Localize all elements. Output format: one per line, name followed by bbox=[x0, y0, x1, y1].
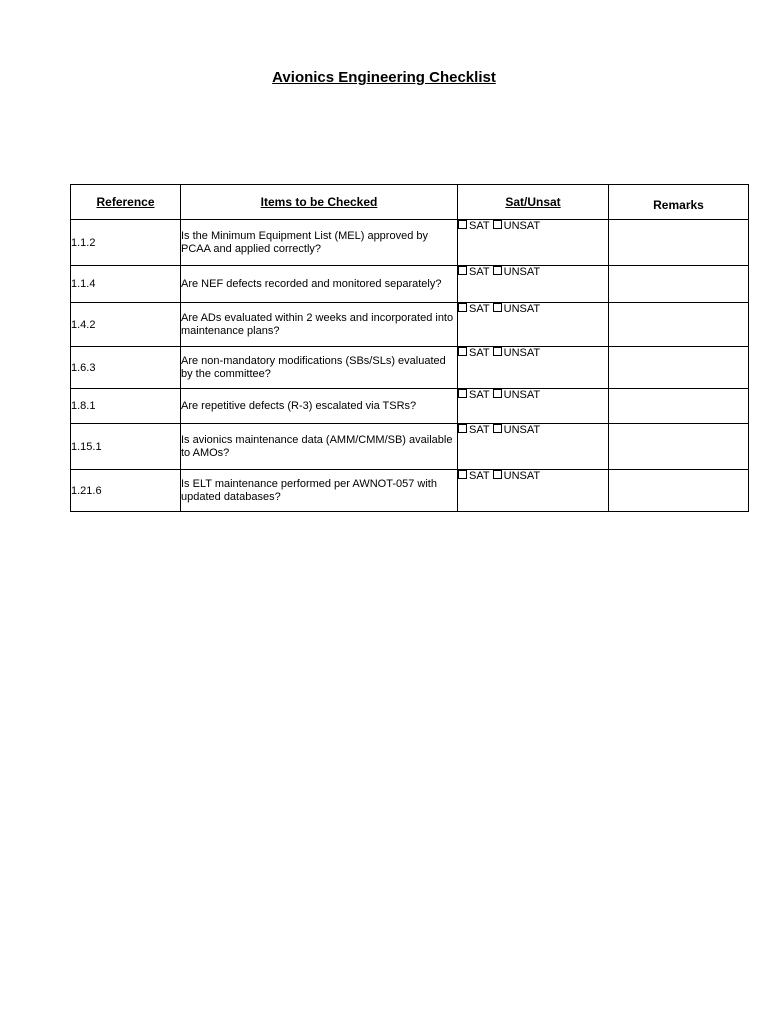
sat-unsat-cell bbox=[458, 303, 609, 347]
remarks-cell[interactable] bbox=[609, 389, 749, 424]
table-row bbox=[71, 266, 749, 303]
sat-checkbox[interactable] bbox=[458, 303, 467, 312]
sat-option[interactable] bbox=[458, 303, 490, 315]
sat-option[interactable] bbox=[458, 470, 490, 482]
sat-option[interactable] bbox=[458, 424, 490, 436]
reference-cell: 1.4.2 bbox=[71, 303, 181, 347]
sat-checkbox[interactable] bbox=[458, 470, 467, 479]
sat-label: SAT bbox=[469, 303, 490, 315]
header-remarks-label: Remarks bbox=[653, 198, 704, 212]
header-items: Items to be Checked bbox=[181, 185, 458, 220]
unsat-checkbox[interactable] bbox=[493, 266, 502, 275]
header-sat-unsat: Sat/Unsat bbox=[458, 185, 609, 220]
sat-checkbox[interactable] bbox=[458, 220, 467, 229]
sat-unsat-cell bbox=[458, 389, 609, 424]
remarks-cell[interactable] bbox=[609, 220, 749, 266]
unsat-option[interactable] bbox=[493, 266, 540, 278]
unsat-option[interactable] bbox=[493, 220, 540, 232]
table-row bbox=[71, 389, 749, 424]
unsat-label: UNSAT bbox=[503, 266, 541, 278]
table-row bbox=[71, 303, 749, 347]
checklist-table bbox=[70, 184, 749, 512]
item-cell: Are NEF defects recorded and monitored separately? bbox=[181, 266, 458, 303]
unsat-option[interactable] bbox=[493, 303, 540, 315]
remarks-cell[interactable] bbox=[609, 347, 749, 389]
item-cell: Is avionics maintenance data (AMM/CMM/SB) available to AMOs? bbox=[181, 424, 458, 470]
reference-cell: 1.21.6 bbox=[71, 470, 181, 512]
table-body bbox=[71, 220, 749, 512]
unsat-option[interactable] bbox=[493, 470, 540, 482]
table-row bbox=[71, 220, 749, 266]
sat-unsat-cell bbox=[458, 266, 609, 303]
reference-cell: 1.6.3 bbox=[71, 347, 181, 389]
unsat-checkbox[interactable] bbox=[493, 303, 502, 312]
unsat-option[interactable] bbox=[493, 424, 540, 436]
header-remarks bbox=[609, 185, 749, 220]
unsat-checkbox[interactable] bbox=[493, 389, 502, 398]
remarks-cell[interactable] bbox=[609, 303, 749, 347]
sat-label: SAT bbox=[469, 220, 490, 232]
table-row bbox=[71, 470, 749, 512]
sat-label: SAT bbox=[469, 470, 490, 482]
unsat-checkbox[interactable] bbox=[493, 347, 502, 356]
sat-label: SAT bbox=[469, 266, 490, 278]
sat-checkbox[interactable] bbox=[458, 424, 467, 433]
remarks-cell[interactable] bbox=[609, 266, 749, 303]
sat-unsat-cell bbox=[458, 424, 609, 470]
page-title: Avionics Engineering Checklist bbox=[272, 69, 496, 86]
remarks-cell[interactable] bbox=[609, 424, 749, 470]
item-cell: Are ADs evaluated within 2 weeks and incorporated into maintenance plans? bbox=[181, 303, 458, 347]
sat-unsat-cell bbox=[458, 347, 609, 389]
sat-option[interactable] bbox=[458, 347, 490, 359]
unsat-label: UNSAT bbox=[503, 424, 541, 436]
unsat-checkbox[interactable] bbox=[493, 424, 502, 433]
unsat-checkbox[interactable] bbox=[493, 470, 502, 479]
unsat-label: UNSAT bbox=[503, 303, 541, 315]
item-cell: Are repetitive defects (R-3) escalated via TSRs? bbox=[181, 389, 458, 424]
table-row bbox=[71, 347, 749, 389]
unsat-label: UNSAT bbox=[503, 389, 541, 401]
item-cell: Is ELT maintenance performed per AWNOT-057 with updated databases? bbox=[181, 470, 458, 512]
reference-cell: 1.15.1 bbox=[71, 424, 181, 470]
remarks-cell[interactable] bbox=[609, 470, 749, 512]
reference-cell: 1.1.4 bbox=[71, 266, 181, 303]
unsat-checkbox[interactable] bbox=[493, 220, 502, 229]
sat-option[interactable] bbox=[458, 266, 490, 278]
reference-cell: 1.1.2 bbox=[71, 220, 181, 266]
table-header-row bbox=[71, 185, 749, 220]
sat-label: SAT bbox=[469, 389, 490, 401]
unsat-option[interactable] bbox=[493, 347, 540, 359]
item-cell: Is the Minimum Equipment List (MEL) approved by PCAA and applied correctly? bbox=[181, 220, 458, 266]
sat-label: SAT bbox=[469, 347, 490, 359]
item-cell: Are non-mandatory modifications (SBs/SLs) evaluated by the committee? bbox=[181, 347, 458, 389]
sat-option[interactable] bbox=[458, 220, 490, 232]
header-reference: Reference bbox=[71, 185, 181, 220]
sat-unsat-cell bbox=[458, 470, 609, 512]
unsat-label: UNSAT bbox=[503, 347, 541, 359]
unsat-option[interactable] bbox=[493, 389, 540, 401]
sat-checkbox[interactable] bbox=[458, 266, 467, 275]
sat-unsat-cell bbox=[458, 220, 609, 266]
unsat-label: UNSAT bbox=[503, 220, 541, 232]
reference-cell: 1.8.1 bbox=[71, 389, 181, 424]
table-row bbox=[71, 424, 749, 470]
sat-checkbox[interactable] bbox=[458, 389, 467, 398]
sat-checkbox[interactable] bbox=[458, 347, 467, 356]
unsat-label: UNSAT bbox=[503, 470, 541, 482]
sat-option[interactable] bbox=[458, 389, 490, 401]
sat-label: SAT bbox=[469, 424, 490, 436]
